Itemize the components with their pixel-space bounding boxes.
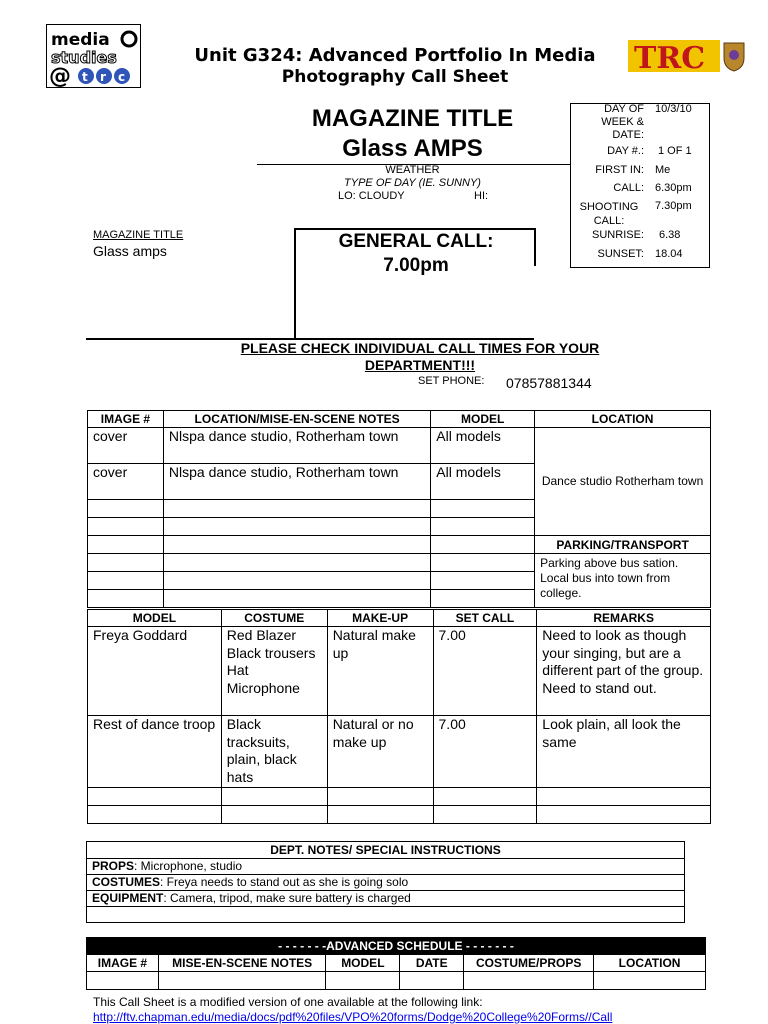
table-cell: All models [431, 428, 535, 464]
equipment-text: : Camera, tripod, make sure battery is charged [163, 891, 411, 905]
weather-label: WEATHER [385, 164, 440, 176]
table-cell [431, 518, 535, 536]
info-sunset-value: 18.04 [655, 248, 683, 260]
svg-text:c: c [118, 70, 126, 84]
table-cell [537, 788, 711, 806]
costumes-text: : Freya needs to stand out as she is going solo [160, 875, 409, 889]
table-cell: Rest of dance troop [88, 716, 222, 788]
table-cell [326, 972, 400, 990]
media-studies-logo [46, 24, 141, 88]
svg-text:studies: studies [51, 48, 117, 67]
table-cell [163, 572, 430, 590]
cast-header-model: MODEL [88, 610, 222, 627]
magazine-title-field-label: MAGAZINE TITLE [93, 229, 184, 241]
weather-lo: LO: CLOUDY [338, 190, 405, 202]
table-cell: Natural make up [327, 627, 433, 716]
table-cell [88, 572, 164, 590]
table-cell [594, 972, 706, 990]
table-cell [163, 500, 430, 518]
footer-link[interactable]: http://ftv.chapman.edu/media/docs/pdf%20files/VPO%20forms/Dodge%20College%20Forms//Call [93, 1010, 613, 1024]
schedule-header-date: DATE [400, 955, 464, 972]
images-header-model: MODEL [431, 411, 535, 428]
table-cell [431, 554, 535, 572]
dept-note-props [87, 859, 685, 875]
info-sunrise-value: 6.38 [659, 229, 681, 241]
table-cell [163, 536, 430, 554]
table-cell: cover [88, 428, 164, 464]
table-cell [88, 500, 164, 518]
table-cell: Red Blazer Black trousers Hat Microphone [221, 627, 327, 716]
costumes-label: COSTUMES [92, 875, 161, 889]
cast-header-costume: COSTUME [221, 610, 327, 627]
table-cell [88, 518, 164, 536]
table-cell [88, 554, 164, 572]
table-cell [87, 907, 685, 923]
footer-text: This Call Sheet is a modified version of one available at the following link: [93, 995, 483, 1009]
images-header-location: LOCATION [535, 411, 711, 428]
info-shooting-label: SHOOTING CALL: [579, 201, 639, 227]
dept-note-costumes [87, 875, 685, 891]
magazine-name: Glass AMPS [342, 135, 483, 162]
cast-header-setcall: SET CALL [433, 610, 537, 627]
table-cell: Freya Goddard [88, 627, 222, 716]
svg-text:TRC: TRC [634, 41, 706, 72]
general-call-time: 7.00pm [383, 255, 449, 276]
table-cell: Look plain, all look the same [537, 716, 711, 788]
info-day-value: 10/3/10 [655, 103, 692, 115]
table-cell [400, 972, 464, 990]
magazine-title-field-value: Glass amps [93, 243, 167, 259]
set-phone-value: 07857881344 [506, 375, 592, 391]
location-text: Dance studio Rotherham town [541, 474, 704, 488]
dept-notes-table [86, 841, 685, 923]
unit-title-line2: Photography Call Sheet [281, 67, 509, 87]
info-shooting-value: 7.30pm [655, 200, 692, 212]
table-cell [163, 518, 430, 536]
table-cell: All models [431, 464, 535, 500]
images-header-notes: LOCATION/MISE-EN-SCENE NOTES [163, 411, 430, 428]
props-label: PROPS [92, 859, 135, 873]
schedule-header-notes: MISE-EN-SCENE NOTES [158, 955, 326, 972]
svg-text:@: @ [49, 64, 71, 87]
table-cell [537, 806, 711, 824]
table-cell [464, 972, 594, 990]
svg-text:t: t [82, 70, 88, 84]
trc-logo [628, 40, 746, 72]
table-cell [88, 806, 222, 824]
magazine-title-heading: MAGAZINE TITLE [311, 105, 514, 132]
table-cell [88, 536, 164, 554]
props-text: : Microphone, studio [134, 859, 243, 873]
table-cell: cover [88, 464, 164, 500]
advanced-schedule-title: - - - - - - -ADVANCED SCHEDULE - - - - - - - [87, 938, 706, 955]
table-cell [433, 788, 537, 806]
schedule-header-model: MODEL [326, 955, 400, 972]
table-cell [431, 572, 535, 590]
table-cell: Black tracksuits, plain, black hats [221, 716, 327, 788]
unit-title-line1: Unit G324: Advanced Portfolio In Media [194, 45, 596, 66]
table-cell [88, 788, 222, 806]
info-daynum-value: 1 OF 1 [658, 145, 692, 157]
info-call-value: 6.30pm [655, 182, 692, 194]
weather-hi: HI: [474, 190, 489, 202]
type-of-day: TYPE OF DAY (IE. SUNNY) [344, 177, 481, 189]
table-cell [327, 788, 433, 806]
table-cell [163, 554, 430, 572]
info-firstin-value: Me [655, 164, 671, 176]
info-sunrise-label: SUNRISE: [592, 229, 644, 241]
table-cell: 7.00 [433, 627, 537, 716]
images-header-image: IMAGE # [88, 411, 164, 428]
equipment-label: EQUIPMENT [92, 891, 164, 905]
parking-text: Parking above bus sation. Local bus into town from college. [535, 554, 711, 608]
advanced-schedule-table [86, 937, 706, 990]
set-phone-label: SET PHONE: [418, 375, 485, 387]
table-cell: Nlspa dance studio, Rotherham town [163, 428, 430, 464]
table-cell [158, 972, 326, 990]
table-cell [87, 972, 159, 990]
table-cell: Nlspa dance studio, Rotherham town [163, 464, 430, 500]
dept-note-equipment [87, 891, 685, 907]
schedule-header-location: LOCATION [594, 955, 706, 972]
info-sunset-label: SUNSET: [597, 248, 644, 260]
table-cell [431, 590, 535, 608]
info-call-label: CALL: [613, 182, 644, 194]
cast-header-makeup: MAKE-UP [327, 610, 433, 627]
schedule-header-costume: COSTUME/PROPS [464, 955, 594, 972]
svg-text:media: media [51, 30, 110, 50]
table-cell [163, 590, 430, 608]
table-cell [431, 500, 535, 518]
table-cell: 7.00 [433, 716, 537, 788]
table-cell [431, 536, 535, 554]
images-table [87, 410, 711, 608]
dept-notes-header: DEPT. NOTES/ SPECIAL INSTRUCTIONS [87, 842, 685, 859]
table-cell: Natural or no make up [327, 716, 433, 788]
schedule-header-image: IMAGE # [87, 955, 159, 972]
department-notice-line2: DEPARTMENT!!! [364, 357, 476, 373]
cast-header-remarks: REMARKS [537, 610, 711, 627]
cast-table [87, 609, 711, 824]
department-notice-line1: PLEASE CHECK INDIVIDUAL CALL TIMES FOR YOUR [240, 340, 600, 356]
info-daynum-label: DAY #.: [607, 145, 644, 157]
svg-text:r: r [100, 70, 106, 84]
table-cell: Need to look as though your singing, but are a different part of the group. Need to stand out. [537, 627, 711, 716]
location-cell [535, 428, 711, 536]
parking-header: PARKING/TRANSPORT [535, 536, 711, 554]
table-cell [221, 806, 327, 824]
table-cell [327, 806, 433, 824]
info-firstin-label: FIRST IN: [595, 164, 644, 176]
table-cell [88, 590, 164, 608]
general-call-label: GENERAL CALL: [338, 231, 494, 252]
info-day-label: DAY OF WEEK & DATE: [601, 103, 644, 141]
table-cell [433, 806, 537, 824]
table-cell [221, 788, 327, 806]
